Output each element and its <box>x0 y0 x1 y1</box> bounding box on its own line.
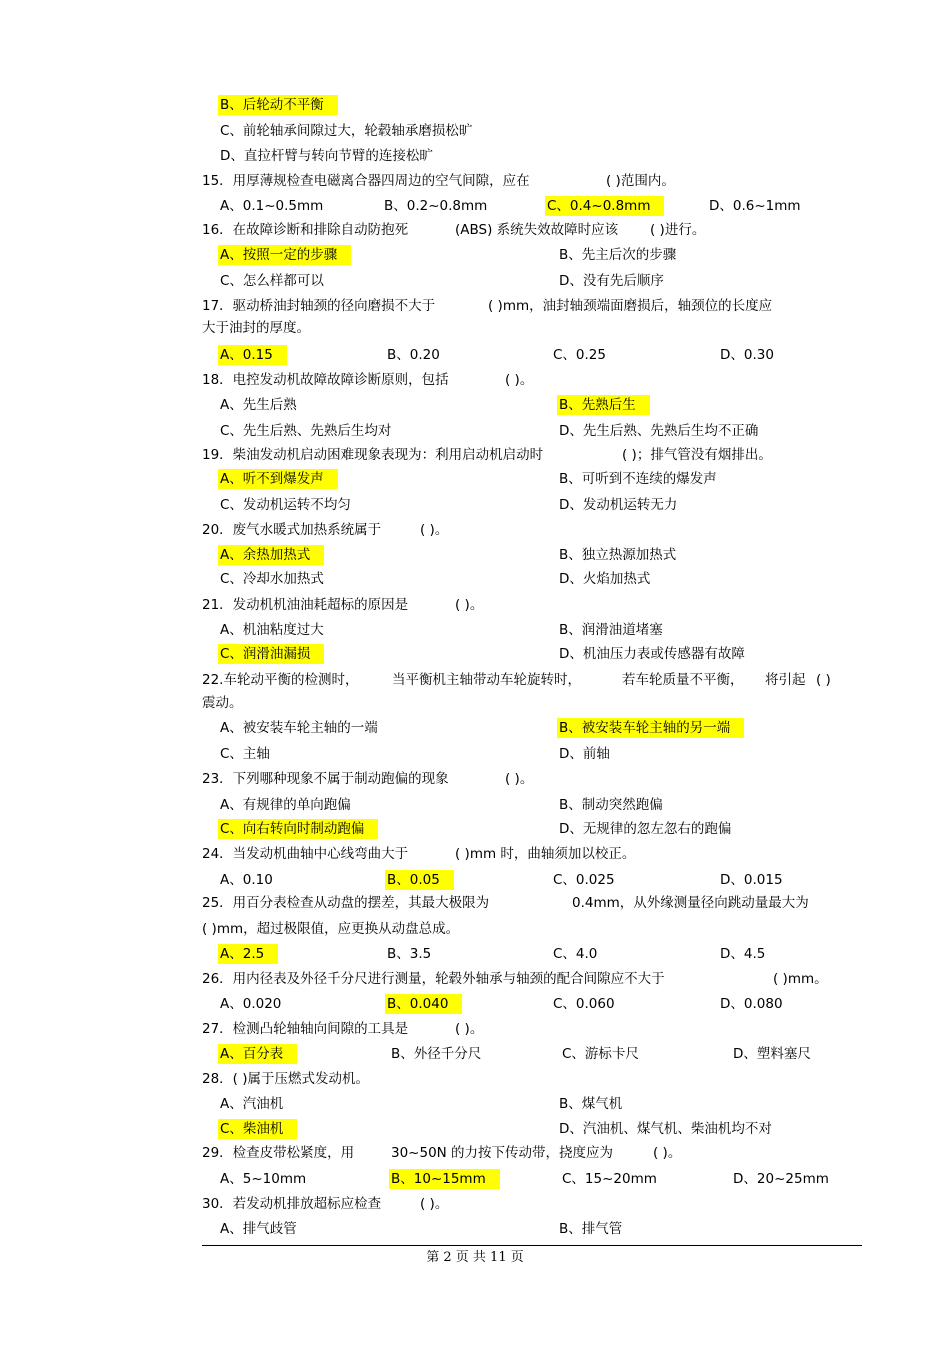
option-text: B、3.5 <box>387 946 432 962</box>
question-text: 27．检测凸轮轴轴向间隙的工具是 <box>202 1021 409 1037</box>
footer-rule <box>202 1245 862 1246</box>
question-text: 26．用内径表及外径千分尺进行测量，轮毂外轴承与轴颈的配合间隙应不大于 <box>202 971 665 987</box>
option-text: C、前轮轴承间隙过大，轮毂轴承磨损松旷 <box>220 123 473 139</box>
option-text: 30~50N 的力按下传动带，挠度应为 <box>391 1145 614 1161</box>
option-text: B、排气管 <box>559 1221 623 1237</box>
option-text: D、20~25mm <box>733 1171 829 1187</box>
question-text: 16．在故障诊断和排除自动防抱死 <box>202 222 409 238</box>
option-text: D、前轴 <box>559 746 610 762</box>
option-text: A、有规律的单向跑偏 <box>220 797 351 813</box>
option-text: C、怎么样都可以 <box>220 273 324 289</box>
option-text: C、发动机运转不均匀 <box>220 497 351 513</box>
option-text: C、先生后熟、先熟后生均对 <box>220 423 392 439</box>
question-text: 24．当发动机曲轴中心线弯曲大于 <box>202 846 409 862</box>
option-text: A、排气歧管 <box>220 1221 297 1237</box>
option-text: B、0.2~0.8mm <box>384 198 488 214</box>
option-text: ( )。 <box>653 1145 682 1161</box>
highlighted-answer: B、被安装车轮主轴的另一端 <box>557 718 744 738</box>
option-text: D、0.6~1mm <box>709 198 801 214</box>
question-text: 29．检查皮带松紧度，用 <box>202 1145 355 1161</box>
option-text: B、独立热源加热式 <box>559 547 677 563</box>
option-text: A、0.020 <box>220 996 282 1012</box>
option-text: B、制动突然跑偏 <box>559 797 663 813</box>
question-text: 23．下列哪种现象不属于制动跑偏的现象 <box>202 771 449 787</box>
option-text: ( ) <box>816 672 831 688</box>
question-text: 28．( )属于压燃式发动机。 <box>202 1071 370 1087</box>
question-text: 21．发动机机油油耗超标的原因是 <box>202 597 409 613</box>
highlighted-answer: B、0.040 <box>385 994 462 1014</box>
page-footer: 第 2 页 共 11 页 <box>426 1250 524 1265</box>
highlighted-answer: B、后轮动不平衡 <box>218 95 338 115</box>
option-text: D、4.5 <box>720 946 766 962</box>
option-text: (ABS) 系统失效故障时应该 <box>455 222 619 238</box>
option-text: D、0.080 <box>720 996 783 1012</box>
highlighted-answer: C、向右转向时制动跑偏 <box>218 819 378 839</box>
option-text: D、0.015 <box>720 872 783 888</box>
option-text: C、主轴 <box>220 746 270 762</box>
option-text: ( )mm。 <box>773 971 828 987</box>
option-text: D、0.30 <box>720 347 774 363</box>
option-text: C、0.060 <box>553 996 615 1012</box>
option-text: A、被安装车轮主轴的一端 <box>220 720 378 736</box>
option-text: B、外径千分尺 <box>391 1046 482 1062</box>
question-text: 22.车轮动平衡的检测时， <box>202 672 359 688</box>
option-text: B、0.20 <box>387 347 440 363</box>
option-text: D、无规律的忽左忽右的跑偏 <box>559 821 732 837</box>
question-text: 震动。 <box>202 695 243 711</box>
question-text: 25．用百分表检查从动盘的摆差，其最大极限为 <box>202 895 490 911</box>
option-text: ( )。 <box>420 522 449 538</box>
option-text: A、0.10 <box>220 872 273 888</box>
question-text: 20．废气水暖式加热系统属于 <box>202 522 382 538</box>
option-text: ( )mm 时，曲轴须加以校正。 <box>455 846 636 862</box>
option-text: C、0.25 <box>553 347 606 363</box>
option-text: D、直拉杆臂与转向节臂的连接松旷 <box>220 148 433 164</box>
highlighted-answer: C、0.4~0.8mm <box>545 196 664 216</box>
option-text: D、火焰加热式 <box>559 571 651 587</box>
option-text: B、润滑油道堵塞 <box>559 622 663 638</box>
option-text: ( )。 <box>420 1196 449 1212</box>
option-text: A、先生后熟 <box>220 397 297 413</box>
option-text: D、塑料塞尺 <box>733 1046 811 1062</box>
option-text: A、5~10mm <box>220 1171 307 1187</box>
option-text: A、0.1~0.5mm <box>220 198 324 214</box>
option-text: ( )。 <box>505 372 534 388</box>
option-text: C、游标卡尺 <box>562 1046 639 1062</box>
option-text: B、煤气机 <box>559 1096 623 1112</box>
question-text: 17．驱动桥油封轴颈的径向磨损不大于 <box>202 298 436 314</box>
option-text: A、汽油机 <box>220 1096 284 1112</box>
question-text: 19．柴油发动机启动困难现象表现为：利用启动机启动时 <box>202 447 544 463</box>
highlighted-answer: B、先熟后生 <box>557 395 650 415</box>
highlighted-answer: A、百分表 <box>218 1044 297 1064</box>
option-text: ( )。 <box>455 597 484 613</box>
option-text: D、发动机运转无力 <box>559 497 678 513</box>
question-text: ( )mm，超过极限值，应更换从动盘总成。 <box>202 921 460 937</box>
highlighted-answer: A、0.15 <box>218 345 287 365</box>
option-text: ( )范围内。 <box>606 173 675 189</box>
option-text: D、没有先后顺序 <box>559 273 664 289</box>
question-text: 30．若发动机排放超标应检查 <box>202 1196 382 1212</box>
option-text: ( )mm，油封轴颈端面磨损后，轴颈位的长度应 <box>488 298 773 314</box>
question-text: 大于油封的厚度。 <box>202 320 310 336</box>
highlighted-answer: A、2.5 <box>218 944 278 964</box>
option-text: B、先主后次的步骤 <box>559 247 677 263</box>
option-text: 0.4mm，从外缘测量径向跳动量最大为 <box>572 895 809 911</box>
highlighted-answer: A、按照一定的步骤 <box>218 245 351 265</box>
option-text: D、汽油机、煤气机、柴油机均不对 <box>559 1121 772 1137</box>
option-text: 将引起 <box>765 672 806 688</box>
option-text: A、机油粘度过大 <box>220 622 324 638</box>
option-text: C、冷却水加热式 <box>220 571 324 587</box>
option-text: C、15~20mm <box>562 1171 657 1187</box>
option-text: C、0.025 <box>553 872 615 888</box>
highlighted-answer: B、0.05 <box>385 870 454 890</box>
question-text: 15．用厚薄规检查电磁离合器四周边的空气间隙，应在 <box>202 173 530 189</box>
option-text: C、4.0 <box>553 946 598 962</box>
option-text: 当平衡机主轴带动车轮旋转时， <box>392 672 581 688</box>
option-text: D、机油压力表或传感器有故障 <box>559 646 745 662</box>
option-text: ( )；排气管没有烟排出。 <box>622 447 772 463</box>
highlighted-answer: C、柴油机 <box>218 1119 297 1139</box>
highlighted-answer: A、听不到爆发声 <box>218 469 338 489</box>
option-text: D、先生后熟、先熟后生均不正确 <box>559 423 759 439</box>
option-text: B、可听到不连续的爆发声 <box>559 471 717 487</box>
question-text: 18．电控发动机故障故障诊断原则，包括 <box>202 372 449 388</box>
highlighted-answer: A、余热加热式 <box>218 545 324 565</box>
option-text: 若车轮质量不平衡， <box>622 672 744 688</box>
option-text: ( )。 <box>455 1021 484 1037</box>
highlighted-answer: C、润滑油漏损 <box>218 644 324 664</box>
highlighted-answer: B、10~15mm <box>389 1169 500 1189</box>
option-text: ( )进行。 <box>650 222 706 238</box>
option-text: ( )。 <box>505 771 534 787</box>
